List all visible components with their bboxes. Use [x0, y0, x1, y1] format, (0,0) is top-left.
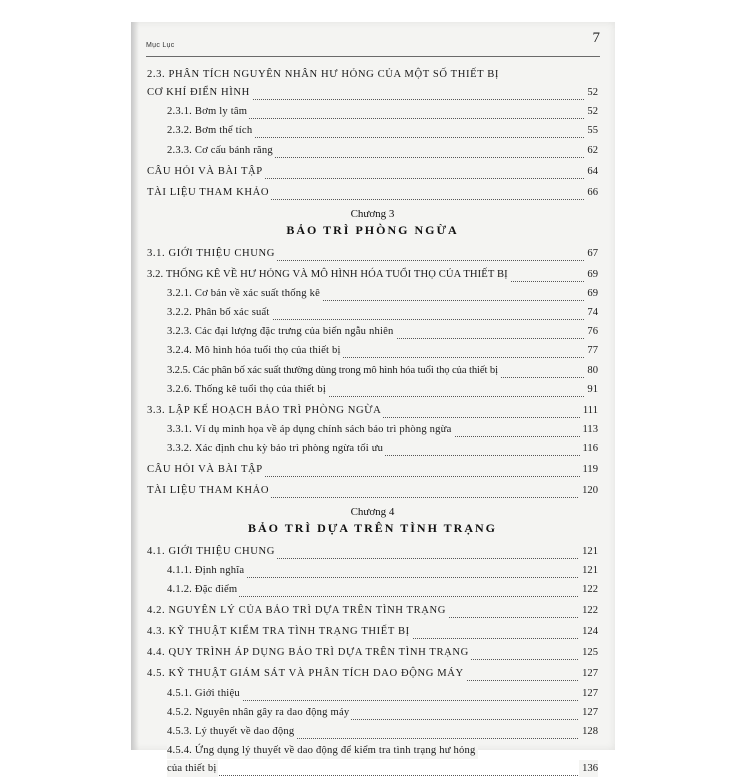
toc-entry-label: 4.3. KỸ THUẬT KIỂM TRA TÌNH TRẠNG THIẾT BỊ — [147, 623, 412, 640]
toc-entry[interactable] — [147, 262, 598, 283]
toc-entry-label: 2.3.1. Bơm ly tâm — [167, 103, 249, 120]
toc-entry-page: 76 — [584, 323, 598, 340]
toc-entry-page: 121 — [579, 562, 598, 579]
toc-entry-page: 119 — [580, 461, 599, 478]
toc-entry-label: của thiết bị — [167, 760, 218, 777]
toc-entry-label: 3.2. THỐNG KÊ VỀ HƯ HỎNG VÀ MÔ HÌNH HÓA TUỔI THỌ CỦA THIẾT BỊ — [147, 266, 510, 283]
toc-entry-page: 66 — [584, 184, 598, 201]
leader-line — [167, 775, 598, 776]
chapter-number: Chương 3 — [350, 207, 395, 220]
toc-entry[interactable] — [147, 478, 598, 499]
toc-entry-label: 2.3.2. Bơm thể tích — [167, 122, 254, 139]
toc-entry[interactable] — [147, 241, 598, 262]
toc-entry-page: 77 — [584, 342, 598, 359]
toc-entry[interactable] — [147, 398, 598, 419]
toc-entry-page: 136 — [579, 760, 598, 777]
toc-entry-label: 3.2.6. Thống kê tuổi thọ của thiết bị — [167, 381, 328, 398]
toc-entry-label: 3.2.3. Các đại lượng đặc trưng của biến ngẫu nhiên — [167, 323, 396, 340]
toc-entry-page: 116 — [580, 440, 599, 457]
toc-entry-label: TÀI LIỆU THAM KHẢO — [147, 482, 271, 499]
toc-entry-page: 128 — [579, 723, 598, 740]
toc-entry-label: 4.5.1. Giới thiệu — [167, 685, 242, 702]
toc-entry-page: 55 — [584, 122, 598, 139]
toc-entry-page: 122 — [579, 581, 598, 598]
toc-entry[interactable] — [147, 359, 598, 378]
toc-entry[interactable] — [147, 619, 598, 640]
toc-entry-label: 4.4. QUY TRÌNH ÁP DỤNG BẢO TRÌ DỰA TRÊN TÌNH TRẠNG — [147, 644, 471, 661]
toc-entry-label: 2.3.3. Cơ cấu bánh răng — [167, 142, 275, 159]
toc-entry-page: 113 — [580, 421, 599, 438]
toc-entry-label: 3.2.5. Các phân bố xác suất thường dùng trong mô hình hóa tuổi thọ của thiết bị — [167, 362, 500, 379]
toc-entry-page: 121 — [579, 543, 598, 560]
toc-entry[interactable] — [147, 283, 598, 302]
toc-entry-page: 64 — [584, 163, 598, 180]
toc-entry[interactable] — [147, 139, 598, 158]
toc-entry[interactable] — [147, 438, 598, 457]
toc-entry[interactable] — [147, 598, 598, 619]
toc-entry[interactable] — [147, 640, 598, 661]
toc-entry-page: 69 — [584, 285, 598, 302]
toc-entry[interactable] — [147, 159, 598, 180]
toc-entry[interactable] — [147, 539, 598, 560]
toc-entry[interactable] — [147, 579, 598, 598]
toc-entry[interactable] — [147, 419, 598, 438]
toc-entry[interactable] — [147, 661, 598, 682]
toc-entry-label: CÂU HỎI VÀ BÀI TẬP — [147, 163, 265, 180]
toc-entry-page: 127 — [579, 665, 598, 682]
chapter-number: Chương 4 — [350, 506, 395, 519]
toc-entry[interactable] — [147, 721, 598, 740]
toc-entry[interactable] — [147, 759, 598, 777]
toc-entry-label: 4.1. GIỚI THIỆU CHUNG — [147, 543, 277, 560]
page-number: 7 — [592, 30, 600, 46]
toc-entry-label: 2.3. PHÂN TÍCH NGUYÊN NHÂN HƯ HỎNG CỦA MỘT SỐ THIẾT BỊ — [147, 66, 501, 83]
toc-entry[interactable] — [147, 101, 598, 120]
toc-entry-page: 91 — [584, 381, 598, 398]
toc-entry-page: 67 — [584, 245, 598, 262]
toc-entry-label: 3.3.2. Xác định chu kỳ bảo trì phòng ngừa tối ưu — [167, 440, 385, 457]
toc-entry-page: 125 — [579, 644, 598, 661]
toc-entry[interactable] — [147, 560, 598, 579]
toc-entry-page: 122 — [579, 602, 598, 619]
toc-entry[interactable] — [147, 180, 598, 201]
toc-entry-page: 74 — [584, 304, 598, 321]
toc-entry[interactable] — [147, 379, 598, 398]
toc-entry-page: 127 — [579, 704, 598, 721]
toc-entry-page: 69 — [584, 266, 598, 283]
toc-entry-label: 3.2.2. Phân bố xác suất — [167, 304, 272, 321]
toc-entry-label: 4.5. KỸ THUẬT GIÁM SÁT VÀ PHÂN TÍCH DAO ĐỘNG MÁY — [147, 665, 466, 682]
toc-entry-page: 52 — [584, 84, 598, 101]
table-of-contents — [147, 62, 598, 777]
toc-entry-page: 80 — [584, 362, 598, 379]
toc-entry[interactable] — [147, 457, 598, 478]
toc-entry-page: 52 — [584, 103, 598, 120]
toc-entry-label: 3.3. LẬP KẾ HOẠCH BẢO TRÌ PHÒNG NGỪA — [147, 402, 383, 419]
toc-entry-label: 4.5.4. Ứng dụng lý thuyết về dao động để kiểm tra tình trạng hư hỏng — [167, 742, 478, 759]
toc-entry-label: 4.1.2. Đặc điểm — [167, 581, 239, 598]
toc-entry[interactable] — [147, 740, 598, 759]
toc-entry-label: 4.1.1. Định nghĩa — [167, 562, 246, 579]
toc-entry-label: 3.1. GIỚI THIỆU CHUNG — [147, 245, 277, 262]
toc-entry-label: 4.2. NGUYÊN LÝ CỦA BẢO TRÌ DỰA TRÊN TÌNH TRẠNG — [147, 602, 448, 619]
page-header — [146, 30, 600, 57]
toc-entry[interactable] — [147, 340, 598, 359]
toc-entry-label: 3.2.4. Mô hình hóa tuổi thọ của thiết bị — [167, 342, 343, 359]
toc-entry-page: 127 — [579, 685, 598, 702]
toc-entry-label: 3.2.1. Cơ bản về xác suất thống kê — [167, 285, 322, 302]
toc-entry[interactable] — [147, 702, 598, 721]
toc-entry-page: 124 — [579, 623, 598, 640]
chapter-title: BẢO TRÌ PHÒNG NGỪA — [286, 222, 459, 237]
toc-entry[interactable] — [147, 62, 598, 83]
chapter-heading — [147, 505, 598, 537]
toc-entry-page: 120 — [579, 482, 598, 499]
book-page — [131, 22, 615, 775]
toc-entry-page: 111 — [580, 402, 598, 419]
chapter-title: BẢO TRÌ DỰA TRÊN TÌNH TRẠNG — [247, 521, 498, 536]
chapter-heading — [147, 207, 598, 239]
toc-entry-label: CÂU HỎI VÀ BÀI TẬP — [147, 461, 265, 478]
toc-entry-label: CƠ KHÍ ĐIỂN HÌNH — [147, 84, 252, 101]
toc-entry[interactable] — [147, 321, 598, 340]
toc-entry-page: 62 — [584, 142, 598, 159]
toc-entry[interactable] — [147, 682, 598, 701]
running-header-label: Mục Lục — [146, 42, 175, 49]
toc-entry[interactable] — [147, 120, 598, 139]
toc-entry-label: 3.3.1. Ví dụ minh họa về áp dụng chính sách bảo trì phòng ngừa — [167, 421, 454, 438]
toc-entry-label: 4.5.2. Nguyên nhân gây ra dao động máy — [167, 704, 351, 721]
toc-entry-label: TÀI LIỆU THAM KHẢO — [147, 184, 271, 201]
toc-entry[interactable] — [147, 302, 598, 321]
toc-entry[interactable] — [147, 83, 598, 101]
toc-entry-label: 4.5.3. Lý thuyết về dao động — [167, 723, 296, 740]
